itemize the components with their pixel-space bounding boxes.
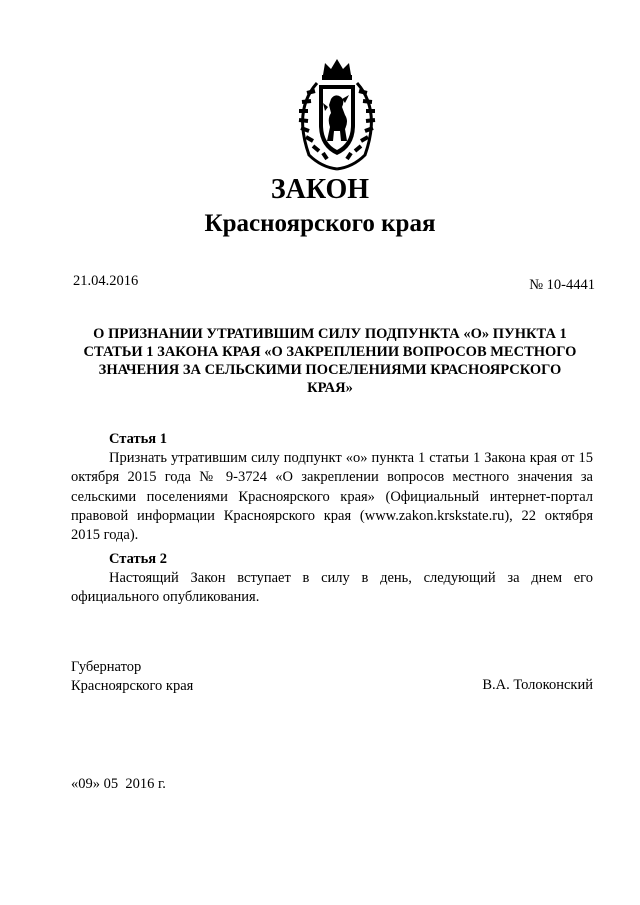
signatory-name: В.А. Толоконский [482,677,593,693]
law-date: 21.04.2016 [73,273,139,289]
law-title: ЗАКОН [270,174,370,205]
law-subtitle: Красноярского края [204,210,436,237]
signature-position-line: Губернатор [71,659,142,675]
signature-position [71,658,193,696]
article-2 [71,550,593,608]
article-text: Настоящий Закон вступает в силу в день, следующий за днем его официального опубликования. [71,570,593,606]
article-title: Статья 1 [109,431,167,447]
law-heading: О ПРИЗНАНИИ УТРАТИВШИМ СИЛУ ПОДПУНКТА «О» ПУНКТА 1 СТАТЬИ 1 ЗАКОНА КРАЯ «О ЗАКРЕПЛЕНИИ ВОПРОСОВ МЕСТНОГО ЗНАЧЕНИЯ ЗА СЕЛЬСКИМИ ПОСЕЛЕНИЯМИ КРАСНОЯРСКОГО КРАЯ» [83,326,577,396]
article-text: Признать утратившим силу подпункт «о» пункта 1 статьи 1 Закона края от 15 октября 2015 года № 9-3724 «О закреплении вопросов местного значения за сельскими поселениями Красноярского края» (Официальный интернет-портал правовой информации Красноярского края (www.zakon.krskstate.ru), 22 октября 2015 года). [71,450,593,544]
coat-of-arms-icon [287,55,387,175]
law-number: № 10-4441 [529,277,595,293]
article-title: Статья 2 [109,551,167,567]
signing-date: «09» 05 2016 г. [71,776,166,792]
article-1 [71,430,593,545]
signature-position-line: Красноярского края [71,678,194,695]
